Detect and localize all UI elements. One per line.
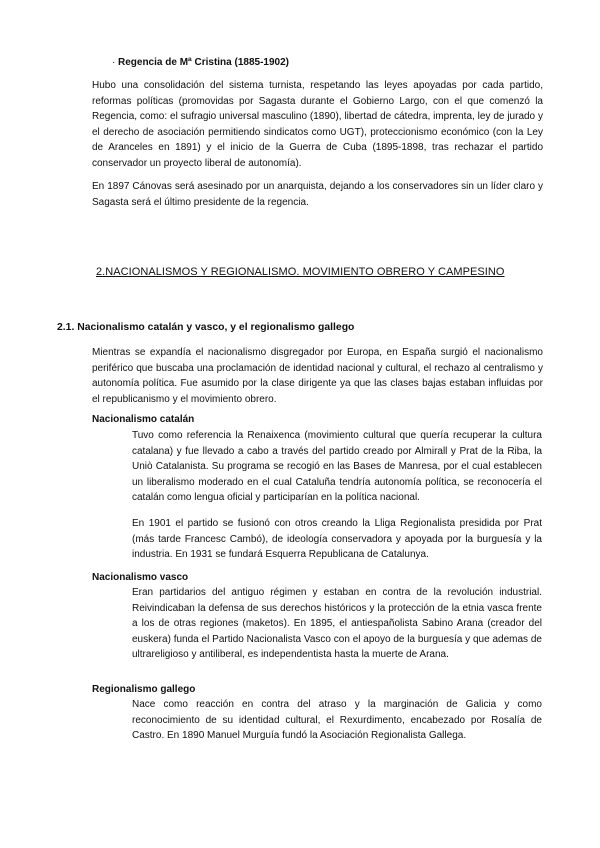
catalan-paragraph-1: Tuvo como referencia la Renaixenca (movimiento cultural que quería recuperar la cultura catalana) y fue llevado a cabo a través del partido creado por Almirall y Prat de la Riba, la Uniò Catalanista. Su programa se recogió en las Bases de Manresa, por el cual establecen un liberalismo moderado en el cual Cataluña tendría autonomía política, se reconocería el catalán como lengua oficial y participarían en la política nacional. bbox=[132, 430, 542, 504]
section-2-1-intro: Mientras se expandía el nacionalismo disgregador por Europa, en España surgió el nacionalismo periférico que buscaba una proclamación de identidad nacional y cultural, el rechazo al centralismo y autonomía política. Fue asumido por la clase dirigente ya que las clases bajas estaban influidas por el republicanismo y el movimiento obrero. bbox=[92, 347, 543, 405]
gallego-paragraph: Nace como reacción en contra del atraso y la marginación de Galicia y como reconocimiento de su identidad cultural, el Rexurdimento, encabezado por Rosalía de Castro. En 1890 Manuel Murguía fundó la Asociación Regionalista Gallega. bbox=[132, 699, 542, 742]
catalan-heading: Nacionalismo catalán bbox=[92, 414, 195, 425]
regencia-paragraph-1: Hubo una consolidación del sistema turnista, respetando las leyes apoyadas por cada partido, reformas políticas (promovidas por Sagasta durante el Gobierno Largo, con el que comenzó la Regencia, como: el sufragio universal masculino (1890), libertad de cátedra, imprenta, ley de jurado y el derecho de asociación permitiendo sindicatos como UGT), proteccionismo económico (con la Ley de Aranceles en 1891) y el inicio de la Guerra de Cuba (1895-1898, tras rechazar el partido conservador un proyecto liberal de autonomía). bbox=[92, 80, 543, 169]
vasco-heading: Nacionalismo vasco bbox=[92, 572, 189, 583]
regencia-paragraph-2: En 1897 Cánovas será asesinado por un anarquista, dejando a los conservadores sin un líder claro y Sagasta será el último presidente de la regencia. bbox=[92, 181, 543, 208]
vasco-paragraph: Eran partidarios del antiguo régimen y estaban en contra de la revolución industrial. Reivindicaban la defensa de sus derechos históricos y la protección de la etnia vasca frente a los de otras regiones (maketos). En 1895, el antiespañolista Sabino Arana (creador del euskera) funda el Partido Nacionalista Vasco con el apoyo de la burguesía y que ademas de ultrareligioso y antiliberal, es independentista hasta la muerte de Arana. bbox=[132, 587, 542, 661]
gallego-heading: Regionalismo gallego bbox=[92, 684, 196, 695]
section-2-1-title: 2.1. Nacionalismo catalán y vasco, y el regionalismo gallego bbox=[57, 322, 355, 333]
regencia-title: Regencia de Mª Cristina (1885-1902) bbox=[118, 57, 289, 68]
regencia-heading bbox=[112, 57, 289, 68]
section-2-title: 2.NACIONALISMOS Y REGIONALISMO. MOVIMIENTO OBRERO Y CAMPESINO bbox=[96, 266, 505, 278]
bullet-marker: · bbox=[112, 57, 116, 68]
catalan-paragraph-2: En 1901 el partido se fusionó con otros creando la Lliga Regionalista presidida por Prat (más tarde Francesc Cambó), de ideología conservadora y apoyada por la burguesía y la industria. En 1931 se fundará Esquerra Republicana de Catalunya. bbox=[132, 518, 542, 561]
